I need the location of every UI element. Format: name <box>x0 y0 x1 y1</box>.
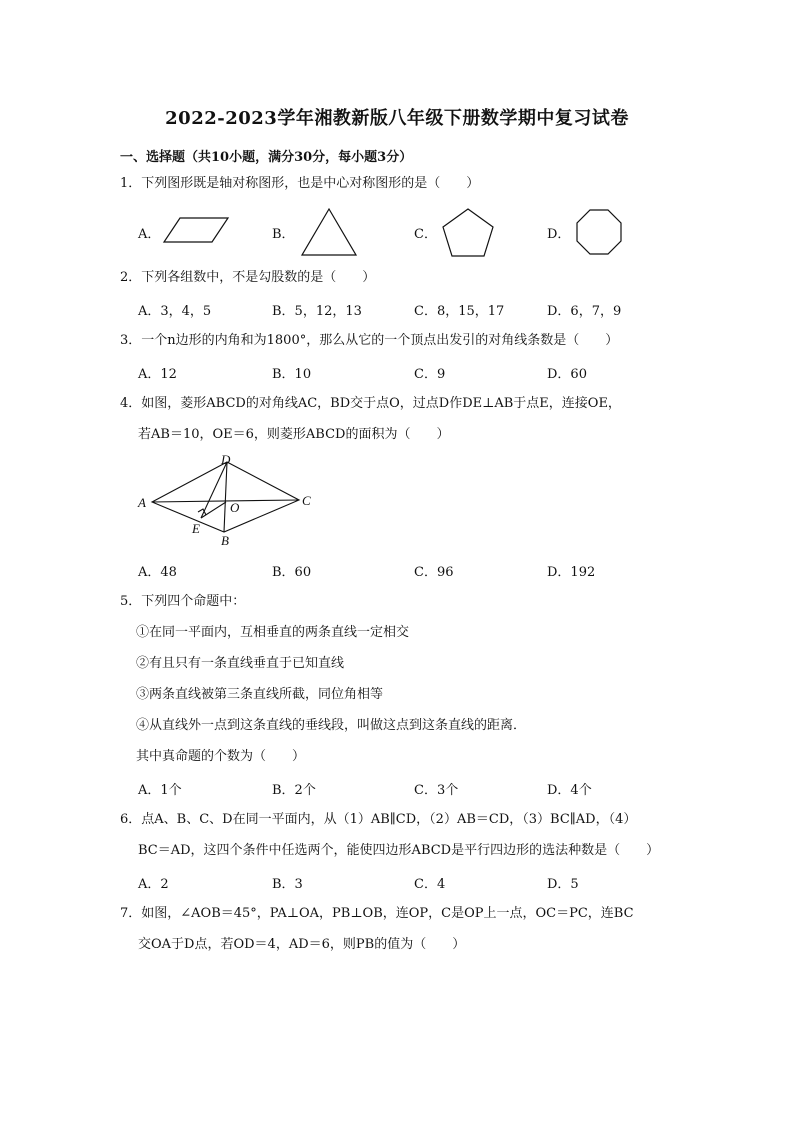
q3-option-a: A．12 <box>138 367 177 382</box>
q6-option-b: B．3 <box>272 877 303 892</box>
q2-option-d: D．6，7，9 <box>547 304 622 319</box>
label-a: A <box>138 495 146 510</box>
q4-option-b: B．60 <box>272 565 312 580</box>
q5-statement-2: ②有且只有一条直线垂直于已知直线 <box>136 656 345 671</box>
q5-prompt: 其中真命题的个数为（ ） <box>136 749 306 764</box>
question-4-line-1: 4．如图，菱形ABCD的对角线AC，BD交于点O，过点D作DE⊥AB于点E，连接OE， <box>120 396 621 411</box>
q5-statement-3: ③两条直线被第三条直线所截，同位角相等 <box>136 687 384 702</box>
q2-option-b: B．5，12，13 <box>272 304 362 319</box>
question-4-line-2: 若AB＝10，OE＝6，则菱形ABCD的面积为（ ） <box>138 427 450 442</box>
q2-option-a: A．3，4，5 <box>138 304 212 319</box>
q5-statement-1: ①在同一平面内，互相垂直的两条直线一定相交 <box>136 625 410 640</box>
q3-option-d: D．60 <box>547 367 587 382</box>
q3-option-b: B．10 <box>272 367 312 382</box>
q4-option-c: C．96 <box>414 565 454 580</box>
question-6-line-2: BC＝AD，这四个条件中任选两个，能使四边形ABCD是平行四边形的选法种数是（ ） <box>138 843 660 858</box>
q3-option-c: C．9 <box>414 367 446 382</box>
label-e: E <box>192 521 200 536</box>
question-5-text: 5．下列四个命题中： <box>120 594 246 609</box>
q5-option-d: D．4个 <box>547 783 592 798</box>
triangle-icon <box>296 205 362 259</box>
question-7-line-1: 7．如图，∠AOB＝45°，PA⊥OA，PB⊥OB，连OP，C是OP上一点，OC＝PC，连BC <box>120 906 634 921</box>
q6-option-a: A．2 <box>138 877 169 892</box>
q1-option-a: A． <box>138 227 161 242</box>
q5-option-a: A．1个 <box>138 783 182 798</box>
q1-option-d: D． <box>547 227 571 242</box>
label-d: D <box>221 452 231 467</box>
q5-option-c: C．3个 <box>414 783 459 798</box>
q5-statement-4: ④从直线外一点到这条直线的垂线段，叫做这点到这条直线的距离． <box>136 718 527 733</box>
q5-option-b: B．2个 <box>272 783 316 798</box>
q4-option-a: A．48 <box>138 565 177 580</box>
label-b: B <box>221 533 229 548</box>
q6-option-d: D．5 <box>547 877 579 892</box>
q2-option-c: C．8，15，17 <box>414 304 505 319</box>
parallelogram-icon <box>160 214 232 248</box>
question-7-line-2: 交OA于D点，若OD＝4，AD＝6，则PB的值为（ ） <box>138 937 466 952</box>
rhombus-diagram <box>134 452 320 552</box>
q1-option-c: C． <box>414 227 437 242</box>
q4-option-d: D．192 <box>547 565 596 580</box>
q1-option-b: B． <box>272 227 295 242</box>
section-heading: 一、选择题（共10小题，满分30分，每小题3分） <box>120 150 413 165</box>
question-2-text: 2．下列各组数中，不是勾股数的是（ ） <box>120 270 376 285</box>
label-c: C <box>302 493 311 508</box>
q6-option-c: C．4 <box>414 877 446 892</box>
question-3-text: 3．一个n边形的内角和为1800°，那么从它的一个顶点出发引的对角线条数是（ ） <box>120 333 619 348</box>
question-1-text: 1．下列图形既是轴对称图形，也是中心对称图形的是（ ） <box>120 176 480 191</box>
label-o: O <box>230 500 240 515</box>
pentagon-icon <box>440 206 496 260</box>
page-title: 2022-2023学年湘教新版八年级下册数学期中复习试卷 <box>165 108 629 129</box>
question-6-line-1: 6．点A、B、C、D在同一平面内，从（1）AB∥CD，（2）AB＝CD，（3）BC∥AD，（4） <box>120 812 637 827</box>
octagon-icon <box>574 207 624 257</box>
